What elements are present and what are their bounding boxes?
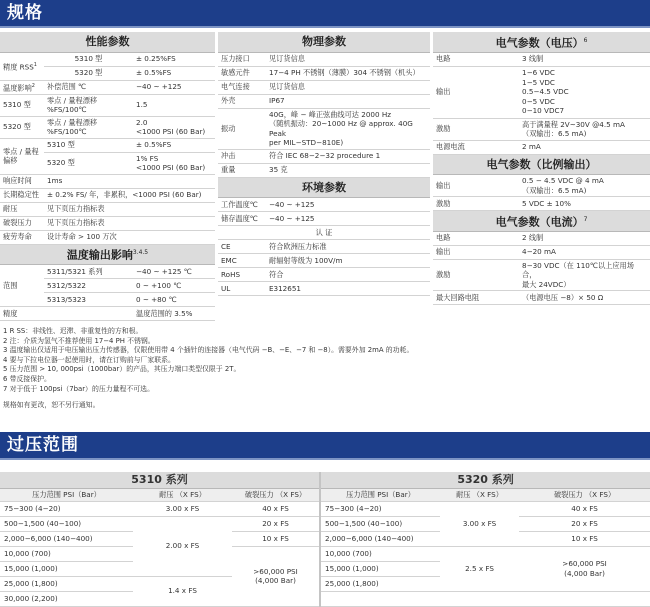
performance-table — [0, 32, 215, 245]
col-range-5310: 压力范围 PSI（Bar） — [0, 488, 133, 501]
table-row: 500−1,500 (40−100) — [320, 516, 440, 531]
ul-value: E312651 — [266, 282, 430, 296]
port-value: 见订货信息 — [266, 52, 430, 66]
physical-table — [218, 32, 430, 178]
zero-5310-value: 零点 / 量程漂移 %FS/100℃ — [44, 94, 133, 116]
stability-value: ± 0.2% FS/ 年，非累积，<1000 PSI (60 Bar) — [44, 188, 215, 202]
table-row: 500−1,500 (40−100) — [0, 516, 133, 531]
voltage-output-label: 输出 — [433, 66, 519, 118]
table-row: 25,000 (1,800) — [320, 576, 440, 591]
temp-effect-label: 温度影响$^2$ — [0, 80, 44, 94]
weight-value: 35 克 — [266, 163, 430, 177]
environment-table — [218, 178, 430, 297]
s2-proof-cell: 3.00 x FS — [440, 501, 519, 546]
series-5320-header: 5320 系列 — [320, 472, 650, 488]
rss-5320-value: ± 0.5%FS — [133, 66, 215, 80]
s2-burst-cell: 10 x FS — [519, 531, 650, 546]
supply-current-value: 2 mA — [519, 140, 650, 154]
zero-5320-label: 5320 型 — [0, 116, 44, 138]
footnote: 7 对于低于 100psi（7bar）的压力量程不可选。 — [3, 384, 154, 393]
loop-resistance-value: （电源电压 −8）× 50 Ω — [519, 291, 650, 305]
s2-burst-max: >60,000 PSI (4,000 Bar) — [519, 546, 650, 591]
physical-column — [218, 32, 430, 296]
port-label: 压力接口 — [218, 52, 266, 66]
temp-effect-range: −40 ~ +125 — [133, 80, 215, 94]
zero-5320-number: 2.0 <1000 PSI (60 Bar) — [133, 116, 215, 138]
accuracy-label: 精度 — [0, 307, 44, 321]
wetted-label: 敏感元件 — [218, 66, 266, 80]
wetted-value: 17−4 PH 不锈钢（薄膜）304 不锈钢（机头） — [266, 66, 430, 80]
current-circuit-label: 电路 — [433, 231, 519, 245]
elec-voltage-header: 电气参数（电压）$^6$ — [433, 32, 650, 52]
s1-burst-cell: 20 x FS — [232, 516, 320, 531]
certification-header: 认 证 — [218, 226, 430, 240]
loop-resistance-label: 最大回路电阻 — [433, 291, 519, 305]
proof-label: 耐压 — [0, 202, 44, 216]
zero-5310-number: 1.5 — [133, 94, 215, 116]
elec-current-header: 电气参数（电流）$^7$ — [433, 211, 650, 231]
table-row: 30,000 (2,200) — [0, 591, 133, 606]
table-row: 75−300 (4−20) — [320, 501, 440, 516]
fatigue-value: 设计寿命 > 100 万次 — [44, 230, 215, 244]
current-circuit-value: 2 线制 — [519, 231, 650, 245]
emc-label: EMC — [218, 254, 266, 268]
shock-value: 符合 IEC 68−2−32 procedure 1 — [266, 149, 430, 163]
emc-value: 耐辐射等级为 100V/m — [266, 254, 430, 268]
elec-ratio-header: 电气参数（比例输出） — [433, 155, 650, 175]
zero-span-label: 零点 / 量程 偏移 — [0, 138, 44, 174]
footnote: 4 要与下拉电位器一起使用时，请在订购前与厂家联系。 — [3, 355, 175, 364]
s2-proof-cell: 2.5 x FS — [440, 546, 519, 591]
col-range-5320: 压力范围 PSI（Bar） — [320, 488, 440, 501]
ce-value: 符合欧洲压力标准 — [266, 240, 430, 254]
enclosure-value: IP67 — [266, 94, 430, 108]
footnote: 1 R SS：非线性、迟滞、非重复性的方和根。 — [3, 327, 143, 335]
electrical-column — [433, 32, 650, 305]
s1-burst-cell: 10 x FS — [232, 531, 320, 546]
electrical-conn-label: 电气连接 — [218, 80, 266, 94]
ce-label: CE — [218, 240, 266, 254]
spec-banner — [0, 0, 650, 28]
ratio-output-label: 输出 — [433, 175, 519, 197]
proof-value: 见下页压力指标表 — [44, 202, 215, 216]
vibration-value: 40G，峰 − 峰正弦曲线可达 2000 Hz （随机振动：20~1000 Hz @ approx. 40G Peak per MIL−STD−810E) — [266, 108, 430, 149]
rss-5320-label: 5320 型 — [44, 66, 133, 80]
s2-burst-cell: 20 x FS — [519, 516, 650, 531]
weight-label: 重量 — [218, 163, 266, 177]
col-proof-5320: 耐压 （X FS） — [440, 488, 519, 501]
current-excitation-label: 激励 — [433, 259, 519, 291]
s1-burst-max: >60,000 PSI (4,000 Bar) — [232, 546, 320, 606]
table-row: 10,000 (700) — [0, 546, 133, 561]
banner-divider — [0, 26, 650, 28]
zero-span-5310-value: ± 0.5%FS — [133, 138, 215, 152]
stability-label: 长期稳定性 — [0, 188, 44, 202]
series-5310-header: 5310 系列 — [0, 472, 320, 488]
table-row: 15,000 (1,000) — [320, 561, 440, 576]
voltage-output-values: 1−6 VDC 1−5 VDC 0.5−4.5 VDC 0−5 VDC 0−10 VDC7 — [519, 66, 650, 118]
s1-proof-cell: 2.00 x FS — [133, 516, 232, 576]
elec-ratio-table — [433, 155, 650, 212]
table-row: 10,000 (700) — [320, 546, 440, 561]
overpressure-table — [0, 472, 650, 607]
burst-value: 见下页压力指标表 — [44, 216, 215, 230]
footnote: 6 带反接保护。 — [3, 374, 51, 383]
rohs-value: 符合 — [266, 268, 430, 282]
range-row-2-value: 0 ~ +100 ℃ — [133, 279, 215, 293]
col-proof-5310: 耐压 （X FS） — [133, 488, 232, 501]
fatigue-label: 疲劳寿命 — [0, 230, 44, 244]
zero-span-5310: 5310 型 — [44, 138, 133, 152]
response-label: 响应时间 — [0, 174, 44, 188]
s1-proof-cell: 1.4 x FS — [133, 576, 232, 606]
accuracy-value: 温度范围的 3.5% — [133, 307, 215, 321]
zero-5310-label: 5310 型 — [0, 94, 44, 116]
s1-proof-cell: 3.00 x FS — [133, 501, 232, 516]
current-output-label: 输出 — [433, 245, 519, 259]
voltage-circuit-value: 3 线制 — [519, 52, 650, 66]
shock-label: 冲击 — [218, 149, 266, 163]
storage-temp-value: −40 ~ +125 — [266, 212, 430, 226]
spec-title: 规格 — [7, 3, 43, 23]
ul-label: UL — [218, 282, 266, 296]
current-excitation-value: 8−30 VDC（在 110℃以上应用场合， 最大 24VDC） — [519, 259, 650, 291]
rss-label: 精度 RSS$^1$ — [0, 52, 44, 80]
electrical-conn-value: 见订货信息 — [266, 80, 430, 94]
voltage-excitation-value: 高于满量程 2V~30V @4.5 mA （双输出：6.5 mA) — [519, 118, 650, 140]
range-row-1-value: −40 ~ +125 ℃ — [133, 265, 215, 279]
overpressure-section — [0, 472, 650, 607]
range-row-3-value: 0 ~ +80 ℃ — [133, 293, 215, 307]
banner-divider — [0, 458, 650, 460]
col-burst-5320: 破裂压力 （X FS） — [519, 488, 650, 501]
overpressure-title: 过压范围 — [7, 435, 79, 455]
operating-temp-value: −40 ~ +125 — [266, 198, 430, 212]
vibration-label: 振动 — [218, 108, 266, 149]
current-output-value: 4−20 mA — [519, 245, 650, 259]
range-label: 范围 — [0, 265, 44, 307]
elec-current-table — [433, 211, 650, 305]
zero-span-5320-value: 1% FS <1000 PSI (60 Bar) — [133, 152, 215, 174]
voltage-circuit-label: 电路 — [433, 52, 519, 66]
s2-burst-cell: 40 x FS — [519, 501, 650, 516]
environment-header: 环境参数 — [218, 178, 430, 198]
rss-5310-label: 5310 型 — [44, 52, 133, 66]
ratio-excitation-value: 5 VDC ± 10% — [519, 197, 650, 211]
rss-5310-value: ± 0.25%FS — [133, 52, 215, 66]
physical-header: 物理参数 — [218, 32, 430, 52]
temp-output-table — [0, 245, 215, 322]
voltage-excitation-label: 激励 — [433, 118, 519, 140]
ratio-output-value: 0.5 − 4.5 VDC @ 4 mA （双输出：6.5 mA) — [519, 175, 650, 197]
operating-temp-label: 工作温度℃ — [218, 198, 266, 212]
rohs-label: RoHS — [218, 268, 266, 282]
footnote: 2 注：介质为氢气不推荐使用 17−4 PH 不锈钢。 — [3, 336, 155, 345]
ratio-excitation-label: 激励 — [433, 197, 519, 211]
range-row-1: 5311/5321 系列 — [44, 265, 133, 279]
table-row: 25,000 (1,800) — [0, 576, 133, 591]
footnote: 5 压力范围 > 10, 000psi（1000bar）的产品，其压力端口类型仅限于 2T。 — [3, 365, 241, 374]
temp-effect-value: 补偿范围 ℃ — [44, 80, 133, 94]
burst-label: 破裂压力 — [0, 216, 44, 230]
response-value: 1ms — [44, 174, 215, 188]
disclaimer: 规格如有更改，恕不另行通知。 — [3, 401, 100, 410]
zero-5320-value: 零点 / 量程漂移 %FS/100℃ — [44, 116, 133, 138]
supply-current-label: 电源电流 — [433, 140, 519, 154]
col-burst-5310: 破裂压力 （X FS） — [232, 488, 320, 501]
enclosure-label: 外壳 — [218, 94, 266, 108]
footnotes — [3, 327, 643, 411]
table-row: 15,000 (1,000) — [0, 561, 133, 576]
storage-temp-label: 储存温度℃ — [218, 212, 266, 226]
table-row: 75−300 (4−20) — [0, 501, 133, 516]
range-row-2: 5312/5322 — [44, 279, 133, 293]
overpressure-banner — [0, 432, 650, 460]
temp-output-header: 温度输出影响$^{3.4.5}$ — [0, 245, 215, 265]
range-row-3: 5313/5323 — [44, 293, 133, 307]
zero-span-5320: 5320 型 — [44, 152, 133, 174]
performance-header: 性能参数 — [0, 32, 215, 52]
table-row: 2,000−6,000 (140−400) — [320, 531, 440, 546]
table-row: 2,000−6,000 (140−400) — [0, 531, 133, 546]
performance-column — [0, 32, 215, 321]
s1-burst-cell: 40 x FS — [232, 501, 320, 516]
footnote: 3 温度输出仅适用于电压输出压力传感器，仅限使用带 4 个插针的连接器（电气代码 −B、−E、−7 和 −8）。需要外加 2mA 的功耗。 — [3, 346, 414, 355]
elec-voltage-table — [433, 32, 650, 155]
